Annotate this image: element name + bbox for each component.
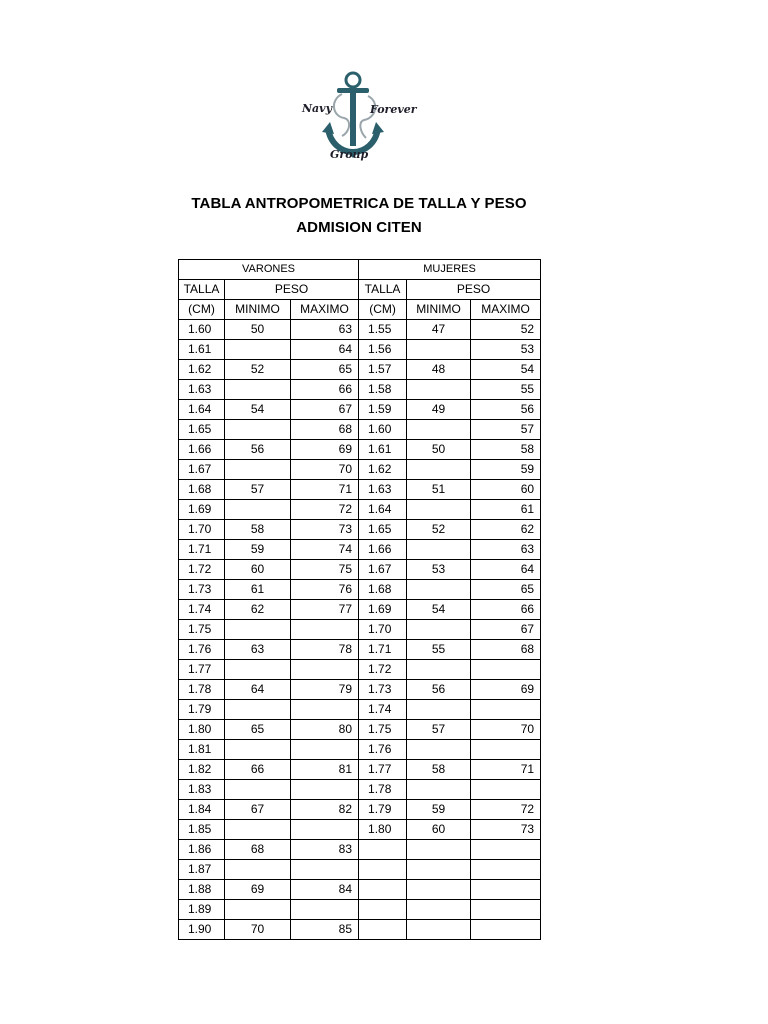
table-row — [179, 820, 541, 840]
table-row — [179, 800, 541, 820]
header-talla-women: TALLA — [359, 280, 407, 300]
men-talla-cell: 1.73 — [179, 580, 225, 600]
women-minimo-cell — [407, 900, 471, 920]
men-maximo-cell: 67 — [291, 400, 359, 420]
women-talla-cell: 1.69 — [359, 600, 407, 620]
women-maximo-cell: 73 — [471, 820, 541, 840]
women-maximo-cell — [471, 860, 541, 880]
women-talla-cell: 1.58 — [359, 380, 407, 400]
men-minimo-cell: 68 — [225, 840, 291, 860]
women-talla-cell: 1.74 — [359, 700, 407, 720]
women-talla-cell: 1.66 — [359, 540, 407, 560]
table-row — [179, 500, 541, 520]
women-minimo-cell — [407, 540, 471, 560]
men-minimo-cell — [225, 380, 291, 400]
header-cm-women: (CM) — [359, 300, 407, 320]
table-row — [179, 580, 541, 600]
table-row — [179, 600, 541, 620]
women-maximo-cell: 52 — [471, 320, 541, 340]
women-talla-cell: 1.61 — [359, 440, 407, 460]
men-maximo-cell: 76 — [291, 580, 359, 600]
women-maximo-cell: 71 — [471, 760, 541, 780]
men-maximo-cell: 66 — [291, 380, 359, 400]
women-maximo-cell — [471, 840, 541, 860]
women-talla-cell: 1.73 — [359, 680, 407, 700]
women-maximo-cell — [471, 700, 541, 720]
men-maximo-cell: 65 — [291, 360, 359, 380]
women-talla-cell: 1.64 — [359, 500, 407, 520]
women-minimo-cell — [407, 420, 471, 440]
men-maximo-cell: 70 — [291, 460, 359, 480]
men-minimo-cell: 62 — [225, 600, 291, 620]
table-row — [179, 900, 541, 920]
women-maximo-cell: 57 — [471, 420, 541, 440]
women-minimo-cell: 55 — [407, 640, 471, 660]
women-minimo-cell: 56 — [407, 680, 471, 700]
table-row — [179, 660, 541, 680]
men-minimo-cell: 56 — [225, 440, 291, 460]
women-maximo-cell: 69 — [471, 680, 541, 700]
document-subtitle: ADMISION CITEN — [296, 219, 422, 236]
table-row — [179, 680, 541, 700]
men-maximo-cell — [291, 700, 359, 720]
men-talla-cell: 1.65 — [179, 420, 225, 440]
men-talla-cell: 1.86 — [179, 840, 225, 860]
women-maximo-cell: 53 — [471, 340, 541, 360]
men-talla-cell: 1.62 — [179, 360, 225, 380]
women-minimo-cell — [407, 780, 471, 800]
table-row — [179, 700, 541, 720]
table-row — [179, 440, 541, 460]
men-maximo-cell — [291, 820, 359, 840]
men-talla-cell: 1.72 — [179, 560, 225, 580]
women-minimo-cell — [407, 920, 471, 940]
women-maximo-cell: 56 — [471, 400, 541, 420]
header-row-units — [179, 300, 541, 320]
men-talla-cell: 1.75 — [179, 620, 225, 640]
men-talla-cell: 1.60 — [179, 320, 225, 340]
men-talla-cell: 1.76 — [179, 640, 225, 660]
women-minimo-cell — [407, 700, 471, 720]
men-maximo-cell — [291, 780, 359, 800]
women-maximo-cell — [471, 880, 541, 900]
women-minimo-cell: 50 — [407, 440, 471, 460]
women-talla-cell — [359, 860, 407, 880]
table-row — [179, 840, 541, 860]
men-talla-cell: 1.74 — [179, 600, 225, 620]
header-women: MUJERES — [359, 260, 541, 280]
table-row — [179, 480, 541, 500]
men-maximo-cell: 78 — [291, 640, 359, 660]
men-maximo-cell: 74 — [291, 540, 359, 560]
header-row-groups — [179, 260, 541, 280]
header-max-men: MAXIMO — [291, 300, 359, 320]
women-minimo-cell: 48 — [407, 360, 471, 380]
header-max-women: MAXIMO — [471, 300, 541, 320]
men-maximo-cell: 81 — [291, 760, 359, 780]
men-talla-cell: 1.89 — [179, 900, 225, 920]
men-maximo-cell: 72 — [291, 500, 359, 520]
women-minimo-cell: 49 — [407, 400, 471, 420]
men-talla-cell: 1.83 — [179, 780, 225, 800]
women-minimo-cell: 59 — [407, 800, 471, 820]
table-row — [179, 320, 541, 340]
women-maximo-cell: 70 — [471, 720, 541, 740]
women-talla-cell — [359, 900, 407, 920]
men-maximo-cell: 84 — [291, 880, 359, 900]
men-maximo-cell: 64 — [291, 340, 359, 360]
men-maximo-cell — [291, 900, 359, 920]
men-talla-cell: 1.77 — [179, 660, 225, 680]
anthropometric-table — [178, 259, 541, 940]
men-talla-cell: 1.79 — [179, 700, 225, 720]
men-maximo-cell: 69 — [291, 440, 359, 460]
men-minimo-cell: 69 — [225, 880, 291, 900]
men-talla-cell: 1.68 — [179, 480, 225, 500]
men-minimo-cell — [225, 620, 291, 640]
women-talla-cell: 1.75 — [359, 720, 407, 740]
men-talla-cell: 1.61 — [179, 340, 225, 360]
men-talla-cell: 1.71 — [179, 540, 225, 560]
anchor-icon — [290, 66, 420, 170]
women-maximo-cell — [471, 920, 541, 940]
men-minimo-cell: 58 — [225, 520, 291, 540]
men-talla-cell: 1.66 — [179, 440, 225, 460]
men-maximo-cell: 77 — [291, 600, 359, 620]
women-maximo-cell: 65 — [471, 580, 541, 600]
men-maximo-cell: 79 — [291, 680, 359, 700]
table-row — [179, 540, 541, 560]
table-row — [179, 520, 541, 540]
svg-text:Navy: Navy — [302, 102, 332, 115]
men-talla-cell: 1.64 — [179, 400, 225, 420]
header-min-men: MINIMO — [225, 300, 291, 320]
men-minimo-cell: 66 — [225, 760, 291, 780]
men-maximo-cell — [291, 660, 359, 680]
men-talla-cell: 1.88 — [179, 880, 225, 900]
men-minimo-cell — [225, 740, 291, 760]
women-talla-cell — [359, 880, 407, 900]
navy-forever-logo — [290, 66, 420, 170]
women-talla-cell: 1.77 — [359, 760, 407, 780]
women-talla-cell: 1.59 — [359, 400, 407, 420]
men-talla-cell: 1.70 — [179, 520, 225, 540]
women-talla-cell: 1.62 — [359, 460, 407, 480]
men-maximo-cell: 73 — [291, 520, 359, 540]
women-talla-cell: 1.72 — [359, 660, 407, 680]
women-minimo-cell — [407, 660, 471, 680]
men-maximo-cell: 63 — [291, 320, 359, 340]
men-maximo-cell: 80 — [291, 720, 359, 740]
women-talla-cell: 1.60 — [359, 420, 407, 440]
men-maximo-cell: 75 — [291, 560, 359, 580]
women-talla-cell: 1.63 — [359, 480, 407, 500]
women-talla-cell: 1.79 — [359, 800, 407, 820]
table-row — [179, 400, 541, 420]
men-minimo-cell — [225, 780, 291, 800]
men-talla-cell: 1.78 — [179, 680, 225, 700]
women-maximo-cell: 66 — [471, 600, 541, 620]
men-minimo-cell — [225, 420, 291, 440]
women-talla-cell: 1.78 — [359, 780, 407, 800]
women-maximo-cell: 59 — [471, 460, 541, 480]
women-maximo-cell: 54 — [471, 360, 541, 380]
women-minimo-cell: 54 — [407, 600, 471, 620]
header-cm-men: (CM) — [179, 300, 225, 320]
men-talla-cell: 1.81 — [179, 740, 225, 760]
women-maximo-cell — [471, 780, 541, 800]
men-talla-cell: 1.67 — [179, 460, 225, 480]
men-maximo-cell — [291, 740, 359, 760]
men-minimo-cell: 57 — [225, 480, 291, 500]
women-maximo-cell: 72 — [471, 800, 541, 820]
women-minimo-cell — [407, 840, 471, 860]
men-talla-cell: 1.84 — [179, 800, 225, 820]
women-talla-cell: 1.76 — [359, 740, 407, 760]
header-peso-women: PESO — [407, 280, 541, 300]
men-maximo-cell — [291, 620, 359, 640]
table-row — [179, 780, 541, 800]
men-talla-cell: 1.80 — [179, 720, 225, 740]
men-maximo-cell: 68 — [291, 420, 359, 440]
men-minimo-cell — [225, 860, 291, 880]
men-talla-cell: 1.87 — [179, 860, 225, 880]
table-row — [179, 640, 541, 660]
women-minimo-cell — [407, 340, 471, 360]
women-talla-cell: 1.55 — [359, 320, 407, 340]
table-body — [179, 260, 541, 940]
header-peso-men: PESO — [225, 280, 359, 300]
women-minimo-cell — [407, 460, 471, 480]
women-talla-cell: 1.56 — [359, 340, 407, 360]
document-title: TABLA ANTROPOMETRICA DE TALLA Y PESO — [191, 195, 527, 212]
women-maximo-cell: 60 — [471, 480, 541, 500]
women-minimo-cell — [407, 880, 471, 900]
table-row — [179, 380, 541, 400]
table-row — [179, 420, 541, 440]
men-minimo-cell: 60 — [225, 560, 291, 580]
table-row — [179, 880, 541, 900]
women-minimo-cell: 51 — [407, 480, 471, 500]
table-row — [179, 920, 541, 940]
men-talla-cell: 1.90 — [179, 920, 225, 940]
men-minimo-cell: 65 — [225, 720, 291, 740]
svg-text:Group: Group — [330, 148, 369, 161]
men-minimo-cell: 61 — [225, 580, 291, 600]
women-talla-cell: 1.71 — [359, 640, 407, 660]
women-minimo-cell — [407, 380, 471, 400]
men-minimo-cell — [225, 660, 291, 680]
women-minimo-cell — [407, 500, 471, 520]
women-maximo-cell — [471, 740, 541, 760]
women-minimo-cell — [407, 580, 471, 600]
men-maximo-cell: 71 — [291, 480, 359, 500]
women-maximo-cell: 61 — [471, 500, 541, 520]
table-row — [179, 720, 541, 740]
men-minimo-cell: 63 — [225, 640, 291, 660]
men-maximo-cell: 83 — [291, 840, 359, 860]
women-minimo-cell — [407, 740, 471, 760]
women-minimo-cell: 58 — [407, 760, 471, 780]
men-maximo-cell: 85 — [291, 920, 359, 940]
table-row — [179, 860, 541, 880]
women-maximo-cell: 64 — [471, 560, 541, 580]
men-minimo-cell: 50 — [225, 320, 291, 340]
women-talla-cell: 1.70 — [359, 620, 407, 640]
table-row — [179, 620, 541, 640]
women-minimo-cell — [407, 620, 471, 640]
women-maximo-cell: 62 — [471, 520, 541, 540]
men-minimo-cell — [225, 500, 291, 520]
women-minimo-cell — [407, 860, 471, 880]
men-minimo-cell: 64 — [225, 680, 291, 700]
header-min-women: MINIMO — [407, 300, 471, 320]
header-talla-men: TALLA — [179, 280, 225, 300]
men-minimo-cell — [225, 340, 291, 360]
women-talla-cell: 1.68 — [359, 580, 407, 600]
table-row — [179, 460, 541, 480]
women-minimo-cell: 53 — [407, 560, 471, 580]
table-row — [179, 340, 541, 360]
men-talla-cell: 1.69 — [179, 500, 225, 520]
table-row — [179, 740, 541, 760]
men-talla-cell: 1.85 — [179, 820, 225, 840]
men-minimo-cell — [225, 700, 291, 720]
women-talla-cell: 1.65 — [359, 520, 407, 540]
men-minimo-cell: 67 — [225, 800, 291, 820]
header-row-columns — [179, 280, 541, 300]
women-maximo-cell: 55 — [471, 380, 541, 400]
men-maximo-cell — [291, 860, 359, 880]
women-maximo-cell: 67 — [471, 620, 541, 640]
men-minimo-cell: 70 — [225, 920, 291, 940]
women-maximo-cell — [471, 660, 541, 680]
women-talla-cell — [359, 840, 407, 860]
men-minimo-cell — [225, 460, 291, 480]
table-row — [179, 760, 541, 780]
women-talla-cell: 1.67 — [359, 560, 407, 580]
men-minimo-cell: 54 — [225, 400, 291, 420]
men-talla-cell: 1.82 — [179, 760, 225, 780]
women-talla-cell: 1.57 — [359, 360, 407, 380]
header-men: VARONES — [179, 260, 359, 280]
women-talla-cell — [359, 920, 407, 940]
women-talla-cell: 1.80 — [359, 820, 407, 840]
men-talla-cell: 1.63 — [179, 380, 225, 400]
men-maximo-cell: 82 — [291, 800, 359, 820]
women-maximo-cell: 63 — [471, 540, 541, 560]
women-maximo-cell: 68 — [471, 640, 541, 660]
table-row — [179, 560, 541, 580]
women-maximo-cell: 58 — [471, 440, 541, 460]
women-maximo-cell — [471, 900, 541, 920]
svg-text:Forever: Forever — [370, 103, 417, 116]
women-minimo-cell: 60 — [407, 820, 471, 840]
men-minimo-cell — [225, 820, 291, 840]
men-minimo-cell: 59 — [225, 540, 291, 560]
women-minimo-cell: 52 — [407, 520, 471, 540]
women-minimo-cell: 47 — [407, 320, 471, 340]
women-minimo-cell: 57 — [407, 720, 471, 740]
men-minimo-cell: 52 — [225, 360, 291, 380]
table-row — [179, 360, 541, 380]
men-minimo-cell — [225, 900, 291, 920]
